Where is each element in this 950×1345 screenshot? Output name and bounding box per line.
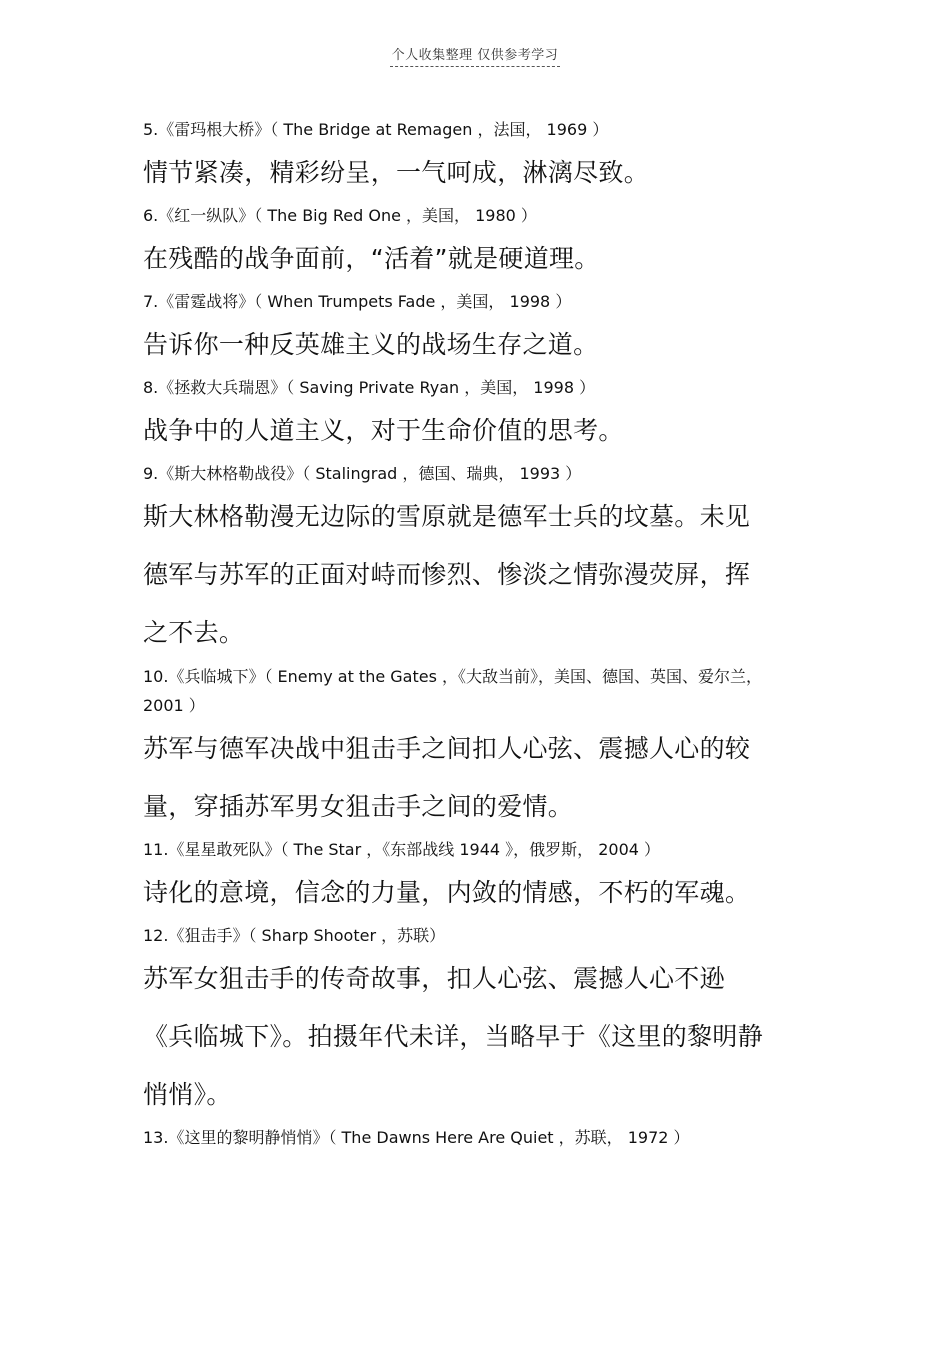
entry-description: 斯大林格勒漫无边际的雪原就是德军士兵的坟墓。未见德军与苏军的正面对峙而惨烈、惨淡之情弥漫荧屏，挥之不去。: [143, 502, 751, 647]
entry-title: 13.《这里的黎明静悄悄》（ The Dawns Here Are Quiet ，苏联， 1972 ）: [143, 1128, 690, 1147]
entry-title: 7.《雷霆战将》（ When Trumpets Fade ，美国， 1998 ）: [143, 292, 572, 311]
entry-description: 情节紧凑，精彩纷呈，一气呵成，淋漓尽致。: [143, 158, 650, 187]
entry-title: 11.《星星敢死队》（ The Star ，《东部战线 1944 》，俄罗斯， 2004 ）: [143, 840, 661, 859]
entry-description: 战争中的人道主义，对于生命价值的思考。: [143, 416, 624, 445]
entry-title: 10.《兵临城下》（ Enemy at the Gates ，《大敌当前》，美国、德国、英国、爱尔兰， 2001 ）: [143, 667, 763, 715]
entry-description: 在残酷的战争面前，“活着”就是硬道理。: [143, 244, 600, 273]
entry-title: 6.《红一纵队》（ The Big Red One ，美国， 1980 ）: [143, 206, 537, 225]
entry-description: 苏军女狙击手的传奇故事，扣人心弦、震撼人心不逊《兵临城下》。拍摄年代未详，当略早于《这里的黎明静悄悄》。: [143, 964, 764, 1109]
header-text: 个人收集整理 仅供参考学习: [390, 44, 561, 67]
page-header: [0, 44, 950, 67]
entry-title: 5.《雷玛根大桥》（ The Bridge at Remagen ，法国， 1969 ）: [143, 120, 609, 139]
entry-title: 12.《狙击手》（ Sharp Shooter ，苏联）: [143, 926, 446, 945]
entry-title: 8.《拯救大兵瑞恩》（ Saving Private Ryan ，美国， 1998 ）: [143, 378, 596, 397]
entry-description: 诗化的意境，信念的力量，内敛的情感，不朽的军魂。: [143, 878, 751, 907]
entry-description: 苏军与德军决战中狙击手之间扣人心弦、震撼人心的较量，穿插苏军男女狙击手之间的爱情。: [143, 734, 751, 821]
entry-description: 告诉你一种反英雄主义的战场生存之道。: [143, 330, 599, 359]
film-list: [143, 116, 768, 1152]
entry-title: 9.《斯大林格勒战役》（ Stalingrad ，德国、瑞典， 1993 ）: [143, 464, 582, 483]
